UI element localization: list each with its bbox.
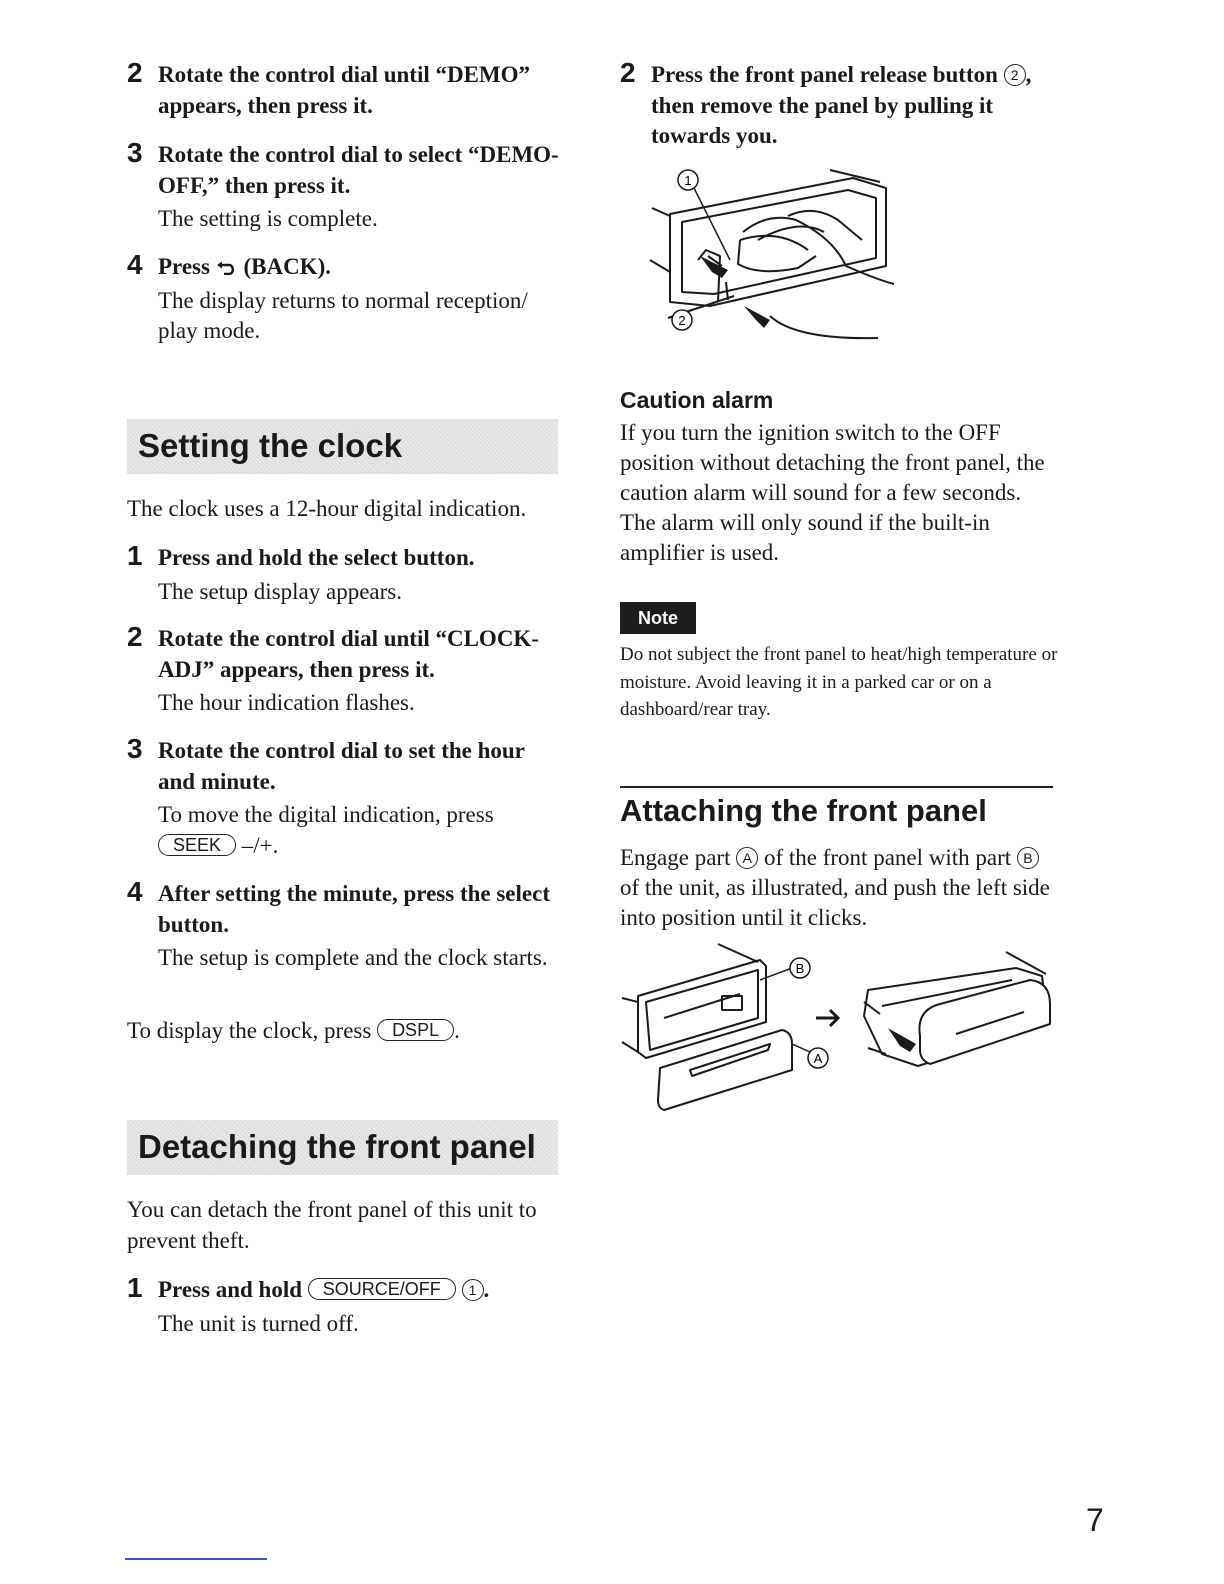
attach-text-1: Engage part bbox=[620, 845, 731, 870]
step-instruction-prefix: Press the front panel release button bbox=[651, 62, 998, 87]
step-number: 2 bbox=[127, 621, 143, 652]
attach-text-2: of the front panel with part bbox=[763, 845, 1012, 870]
section-rule bbox=[620, 786, 1053, 788]
clock-display-line bbox=[127, 1016, 562, 1047]
caution-heading: Caution alarm bbox=[620, 387, 774, 413]
marker-2: 2 bbox=[1004, 64, 1026, 86]
attach-panel-illustration bbox=[620, 940, 1060, 1120]
step-instruction-prefix: Press and hold bbox=[158, 1277, 303, 1302]
step-result: The display returns to normal reception/ play mode. bbox=[158, 287, 528, 343]
seek-key: SEEK bbox=[158, 834, 236, 856]
clock-step-1 bbox=[127, 540, 562, 607]
step-instruction: Rotate the control dial until “CLOCK-ADJ” appears, then press it. bbox=[158, 626, 539, 682]
step-result: The unit is turned off. bbox=[158, 1310, 359, 1336]
section-heading-detach bbox=[127, 1120, 558, 1175]
step-instruction: Rotate the control dial to select “DEMO-OFF,” then press it. bbox=[158, 142, 559, 198]
display-prefix: To display the clock, press bbox=[127, 1018, 372, 1043]
note-text: Do not subject the front panel to heat/high temperature or moisture. Avoid leaving it in a parked car or on a dashboard/rear tray. bbox=[620, 644, 1058, 720]
clock-step-4 bbox=[127, 876, 562, 974]
step-number: 1 bbox=[127, 540, 143, 571]
step-result: The hour indication flashes. bbox=[158, 690, 415, 715]
section-heading-clock bbox=[127, 419, 558, 474]
detach-step-2 bbox=[620, 57, 1060, 152]
step-number: 4 bbox=[127, 249, 143, 280]
step-instruction: After setting the minute, press the select button. bbox=[158, 881, 550, 937]
marker-1: 1 bbox=[462, 1279, 484, 1301]
callout-2: 2 bbox=[678, 313, 686, 328]
section-title: Detaching the front panel bbox=[138, 1128, 536, 1165]
step-result-suffix: –/+. bbox=[241, 832, 279, 858]
step-result: The setting is complete. bbox=[158, 206, 378, 231]
display-suffix: . bbox=[454, 1018, 460, 1043]
attach-text-3: of the unit, as illustrated, and push the left side into position until it clicks. bbox=[620, 875, 1050, 930]
marker-a: A bbox=[736, 847, 758, 869]
source-off-key: SOURCE/OFF bbox=[308, 1278, 456, 1300]
step-number: 2 bbox=[127, 57, 143, 88]
dspl-key: DSPL bbox=[377, 1019, 454, 1041]
clock-step-2 bbox=[127, 621, 562, 719]
attach-heading: Attaching the front panel bbox=[620, 793, 987, 828]
step-result: The setup is complete and the clock starts. bbox=[158, 945, 548, 970]
step-number: 4 bbox=[127, 876, 143, 907]
detach-intro: You can detach the front panel of this unit to prevent theft. bbox=[127, 1197, 537, 1253]
callout-b: B bbox=[795, 961, 805, 976]
detach-step-1 bbox=[127, 1272, 562, 1339]
caution-text: If you turn the ignition switch to the OFF position without detaching the front panel, the caution alarm will sound for a few seconds. The alarm will only sound if the built-in amplifier is used. bbox=[620, 420, 1045, 565]
step-result-prefix: To move the digital indication, press bbox=[158, 802, 494, 827]
step-instruction: Rotate the control dial until “DEMO” appears, then press it. bbox=[158, 62, 531, 118]
section-title: Setting the clock bbox=[138, 427, 403, 464]
note-badge: Note bbox=[620, 602, 696, 634]
step-number: 1 bbox=[127, 1272, 143, 1303]
footer-rule bbox=[125, 1558, 267, 1560]
step-number: 3 bbox=[127, 137, 143, 168]
intro-step-4 bbox=[127, 249, 562, 347]
step-number: 2 bbox=[620, 57, 636, 88]
step-instruction: Rotate the control dial to set the hour and minute. bbox=[158, 738, 525, 794]
marker-b: B bbox=[1017, 847, 1039, 869]
intro-step-2 bbox=[127, 57, 562, 121]
step-instruction: Press and hold the select button. bbox=[158, 545, 475, 570]
back-icon bbox=[216, 261, 238, 275]
clock-step-3 bbox=[127, 733, 562, 861]
attach-text bbox=[620, 843, 1060, 933]
step-instruction-suffix: . bbox=[483, 1277, 490, 1302]
step-number: 3 bbox=[127, 733, 143, 764]
detach-panel-illustration bbox=[648, 160, 908, 350]
callout-1: 1 bbox=[684, 173, 692, 188]
callout-a: A bbox=[813, 1051, 823, 1066]
back-label: (BACK). bbox=[243, 254, 331, 279]
step-instruction-prefix: Press bbox=[158, 254, 210, 279]
intro-step-3 bbox=[127, 137, 562, 235]
step-result: The setup display appears. bbox=[158, 578, 402, 604]
clock-intro: The clock uses a 12-hour digital indication. bbox=[127, 496, 527, 521]
page-number: 7 bbox=[1086, 1502, 1104, 1538]
step-instruction-suffix: , then remove the panel by pulling it towards you. bbox=[651, 62, 1032, 148]
